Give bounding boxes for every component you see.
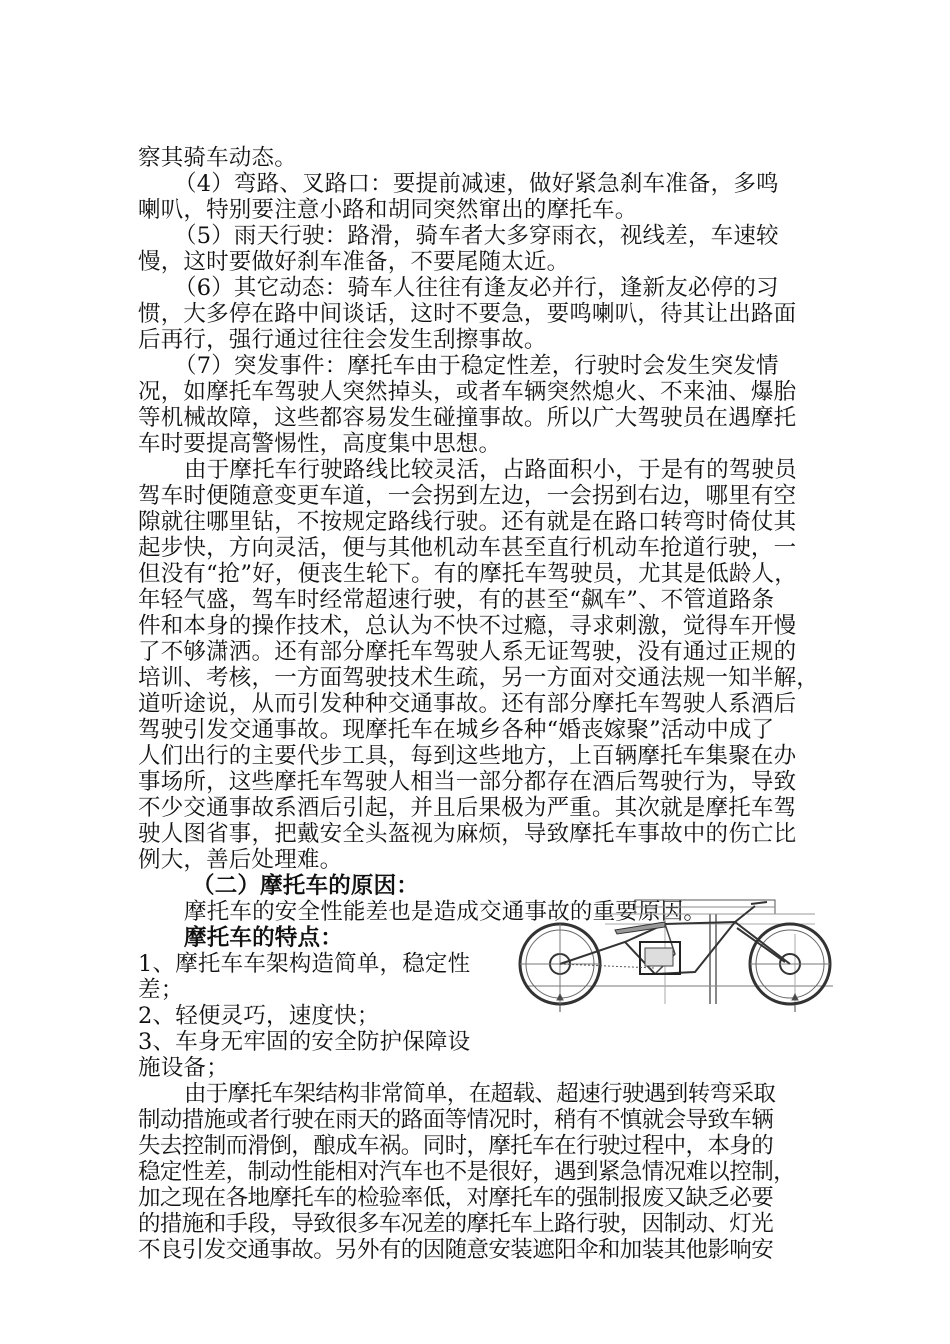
paragraph-line: （4）弯路、叉路口：要提前减速，做好紧急刹车准备，多鸣 [174,171,779,197]
paragraph-line: 喇叭，特别要注意小路和胡同突然窜出的摩托车。 [138,197,638,223]
paragraph-line: 的措施和手段，导致很多车况差的摩托车上路行驶，因制动、灯光 [138,1211,774,1237]
paragraph-line: 驾车时便随意变更车道，一会拐到左边，一会拐到右边，哪里有空 [138,483,797,509]
paragraph-line: 加之现在各地摩托车的检验率低，对摩托车的强制报废又缺乏必要 [138,1185,774,1211]
paragraph-line: （5）雨天行驶：路滑，骑车者大多穿雨衣，视线差，车速较 [174,223,779,249]
section-heading: （二）摩托车的原因： [192,873,420,899]
feature-list-item: 2、轻便灵巧，速度快； [138,1003,380,1029]
paragraph-line: 人们出行的主要代步工具，每到这些地方，上百辆摩托车集聚在办 [138,743,797,769]
feature-list-item: 施设备； [138,1055,229,1081]
paragraph-line: 慢，这时要做好刹车准备，不要尾随太近。 [138,249,570,275]
paragraph-line: 但没有“抢”好，便丧生轮下。有的摩托车驾驶员，尤其是低龄人， [138,561,798,587]
feature-list-item: 3、车身无牢固的安全防护保障设 [138,1029,471,1055]
features-heading: 摩托车的特点： [184,925,343,951]
paragraph-line: 稳定性差，制动性能相对汽车也不是很好，遇到紧急情况难以控制， [138,1159,796,1185]
paragraph-line: 等机械故障，这些都容易发生碰撞事故。所以广大驾驶员在遇摩托 [138,405,797,431]
paragraph-line: 失去控制而滑倒，酿成车祸。同时，摩托车在行驶过程中，本身的 [138,1133,774,1159]
paragraph-line: 驶人图省事，把戴安全头盔视为麻烦，导致摩托车事故中的伤亡比 [138,821,797,847]
paragraph-line: 年轻气盛，驾车时经常超速行驶，有的甚至“飙车”、不管道路条 [138,587,775,613]
paragraph-line: 起步快，方向灵活，便与其他机动车甚至直行机动车抢道行驶，一 [138,535,797,561]
paragraph-line: 道听途说，从而引发种种交通事故。还有部分摩托车驾驶人系酒后 [138,691,797,717]
paragraph-line: 例大，善后处理难。 [138,847,343,873]
paragraph-line: 况，如摩托车驾驶人突然掉头，或者车辆突然熄火、不来油、爆胎 [138,379,797,405]
paragraph-line: 不少交通事故系酒后引起，并且后果极为严重。其次就是摩托车驾 [138,795,797,821]
paragraph-line: 驾驶引发交通事故。现摩托车在城乡各种“婚丧嫁聚”活动中成了 [138,717,775,743]
paragraph-line: 由于摩托车架结构非常简单，在超载、超速行驶遇到转弯采取 [184,1081,776,1107]
paragraph-line: 不良引发交通事故。另外有的因随意安装遮阳伞和加装其他影响安 [138,1237,774,1263]
paragraph-line: 由于摩托车行驶路线比较灵活，占路面积小，于是有的驾驶员 [184,457,797,483]
paragraph-line: 件和本身的操作技术，总认为不快不过瘾，寻求刺激，觉得车开慢 [138,613,797,639]
feature-list-item: 1、摩托车车架构造简单，稳定性 [138,951,471,977]
section-intro: 摩托车的安全性能差也是造成交通事故的重要原因。 [184,899,707,925]
paragraph-line: 了不够潇洒。还有部分摩托车驾驶人系无证驾驶，没有通过正规的 [138,639,797,665]
paragraph-line: 惯，大多停在路中间谈话，这时不要急，要鸣喇叭，待其让出路面 [138,301,797,327]
paragraph-line: 隙就往哪里钻，不按规定路线行驶。还有就是在路口转弯时倚仗其 [138,509,797,535]
paragraph-line: 制动措施或者行驶在雨天的路面等情况时，稍有不慎就会导致车辆 [138,1107,774,1133]
paragraph-line: 车时要提高警惕性，高度集中思想。 [138,431,502,457]
feature-list-item: 差； [138,977,184,1003]
paragraph-line: 后再行，强行通过往往会发生刮擦事故。 [138,327,547,353]
paragraph-line: 察其骑车动态。 [138,145,297,171]
paragraph-line: 事场所，这些摩托车驾驶人相当一部分都存在酒后驾驶行为，导致 [138,769,797,795]
motorcycle-drawing-icon [515,894,835,1018]
paragraph-line: （6）其它动态：骑车人往往有逢友必并行，逢新友必停的习 [174,275,779,301]
paragraph-line: （7）突发事件：摩托车由于稳定性差，行驶时会发生突发情 [174,353,779,379]
paragraph-line: 培训、考核，一方面驾驶技术生疏，另一方面对交通法规一知半解， [138,665,820,691]
